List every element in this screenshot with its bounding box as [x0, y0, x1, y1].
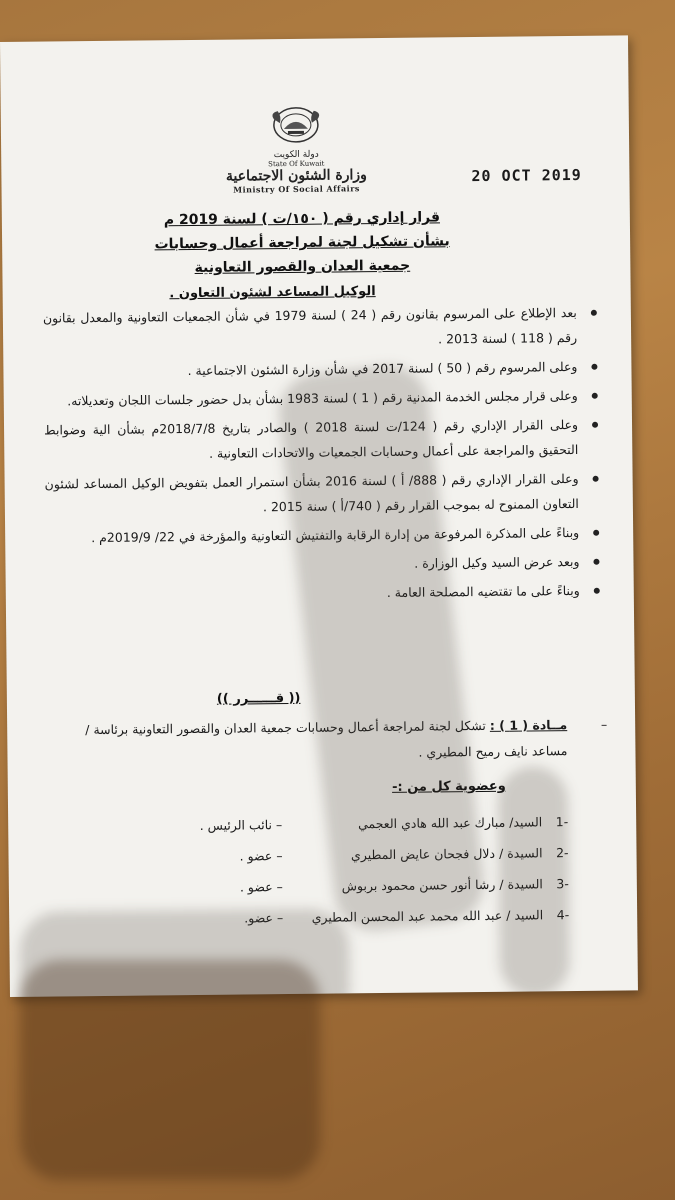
kuwait-emblem-icon	[268, 105, 324, 146]
membership-label: وعضوية كل من :-	[391, 778, 506, 795]
decree-subject-cont: جمعية العدان والقصور التعاونية	[194, 257, 411, 276]
list-item: وعلى المرسوم رقم ( 50 ) لسنة 2017 في شأن وزارة الشئون الاجتماعية .	[43, 354, 603, 385]
state-name-arabic: دولة الكويت	[273, 149, 319, 161]
letterhead	[201, 104, 392, 195]
list-item: وبعد عرض السيد وكيل الوزارة .	[45, 549, 605, 580]
member-name: السيدة / دلال فجحان عايض المطيري	[350, 845, 543, 863]
article-dash: –	[600, 716, 608, 732]
list-item: وعلى القرار الإداري رقم ( 124/ت لسنة 2018 ) والصادر بتاريخ 2018/7/8م بشأن الية وضوابط التحقيق والمراجعة على أعمال وحسابات الجمعيات والاتحادات التعاونية .	[44, 412, 604, 468]
bullet-icon	[594, 588, 600, 594]
member-number: -4	[556, 907, 570, 923]
bullet-icon	[593, 559, 599, 565]
member-role: – عضو .	[239, 879, 283, 895]
member-name: السيد / عبد الله محمد عبد المحسن المطيري	[311, 907, 544, 925]
decree-titles	[122, 205, 483, 281]
hand-shadow-table	[20, 960, 320, 1180]
ministry-name-arabic: وزارة الشئون الاجتماعية	[225, 167, 367, 185]
bullet-icon	[593, 476, 599, 482]
bullet-icon	[592, 393, 598, 399]
member-number: -1	[555, 814, 569, 830]
list-item: وعلى القرار الإداري رقم ( 888/ أ ) لسنة 2016 بشأن استمرار العمل بتفويض الوكيل المساعد لشئون التعاون الممنوح له بموجب القرار رقم ( 740/أ ) سنة 2015 .	[45, 466, 605, 522]
decree-subject: بشأن تشكيل لجنة لمراجعة أعمال وحسابات	[154, 233, 450, 253]
list-item: وعلى قرار مجلس الخدمة المدنية رقم ( 1 ) لسنة 1983 بشأن بدل حضور جلسات اللجان وتعديلاته.	[44, 383, 604, 414]
member-number: -2	[555, 845, 569, 861]
member-number: -3	[556, 876, 569, 892]
member-name: السيدة / رشا أنور حسن محمود بربوش	[341, 876, 543, 894]
member-role: – عضو .	[239, 848, 283, 864]
bullet-icon	[592, 422, 598, 428]
bullet-icon	[591, 310, 597, 316]
document-page	[0, 35, 638, 997]
member-role: – نائب الرئيس .	[199, 817, 283, 833]
list-item: بعد الإطلاع على المرسوم بقانون رقم ( 24 ) لسنة 1979 في شأن الجمعيات التعاونية والمعدل بقانون رقم ( 118 ) لسنة 2013 .	[43, 300, 603, 356]
list-item: وبناءً على ما تقتضيه المصلحة العامة .	[46, 578, 606, 609]
issuer-heading: الوكيل المساعد لشئون التعاون .	[169, 284, 376, 302]
member-name: السيد/ مبارك عبد الله هادي العجمي	[357, 814, 543, 832]
bullet-icon	[593, 530, 599, 536]
article-text: تشكل لجنة لمراجعة أعمال وحسابات جمعية العدان والقصور التعاونية برئاسة / مساعد نايف رميح المطيري .	[85, 717, 568, 760]
member-role: – عضو.	[244, 910, 284, 926]
date-stamp: 20 OCT 2019	[471, 165, 582, 186]
hand-shadow	[498, 766, 570, 997]
state-name-english: State Of Kuwait	[268, 159, 325, 169]
list-item: وبناءً على المذكرة المرفوعة من إدارة الرقابة والتفتيش التعاونية والمؤرخة في 22/ 2019/9م .	[45, 520, 605, 551]
decision-title: (( قــــــرر ))	[216, 690, 301, 707]
bullet-icon	[591, 364, 597, 370]
article-label: مــادة ( 1 ) :	[489, 717, 568, 733]
decree-number: قرار إداري رقم ( ١٥٠/ت ) لسنة 2019 م	[163, 209, 441, 229]
ministry-name-english: Ministry Of Social Affairs	[233, 183, 360, 195]
